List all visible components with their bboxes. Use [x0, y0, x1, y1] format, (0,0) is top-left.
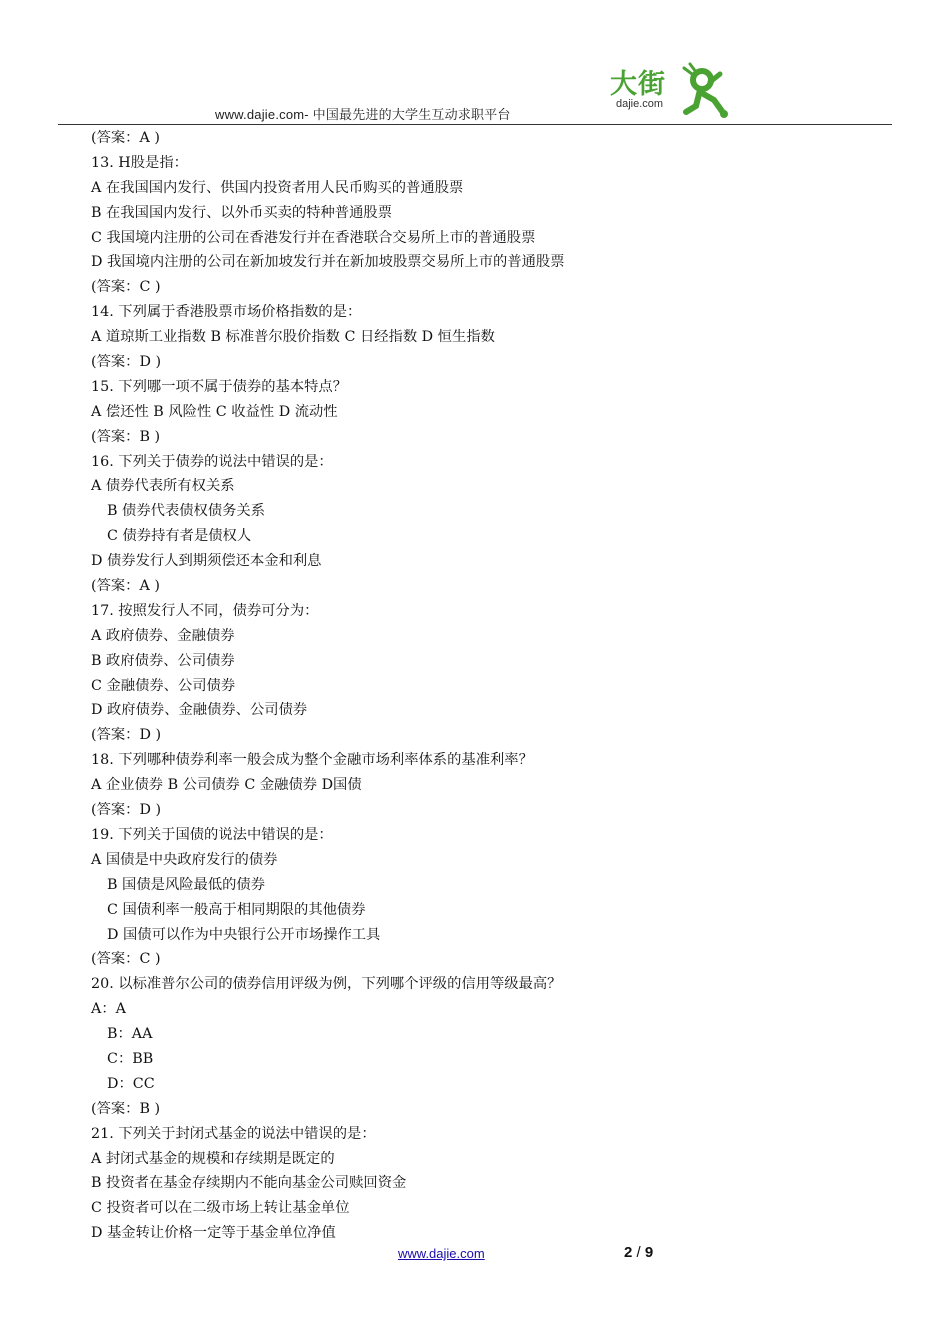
page-current: 2 [624, 1244, 633, 1261]
text-line: A 在我国国内发行、供国内投资者用人民币购买的普通股票 [91, 179, 464, 196]
text-line: (答案：C ) [91, 279, 161, 296]
page-header [0, 0, 950, 126]
text-line: C 债券持有者是债权人 [107, 528, 252, 545]
text-line: (答案：B ) [91, 1100, 161, 1117]
text-line: (答案：D ) [91, 802, 162, 819]
text-line: C：BB [107, 1050, 154, 1067]
text-line: A 偿还性 B 风险性 C 收益性 D 流动性 [91, 403, 338, 420]
footer-link[interactable]: www.dajie.com [398, 1246, 485, 1261]
text-line: 18. 下列哪种债券利率一般会成为整个金融市场利率体系的基准利率？ [91, 752, 533, 769]
text-line: B 债券代表债权债务关系 [107, 503, 266, 520]
text-line: C 投资者可以在二级市场上转让基金单位 [91, 1200, 350, 1217]
text-line: B 政府债券、公司债券 [91, 652, 235, 669]
logo-text-en: dajie.com [616, 98, 664, 110]
text-line: (答案：C ) [91, 951, 161, 968]
text-line: B：AA [107, 1026, 153, 1043]
text-line: D：CC [107, 1075, 155, 1092]
text-line: D 基金转让价格一定等于基金单位净值 [91, 1225, 336, 1242]
text-line: B 投资者在基金存续期内不能向基金公司赎回资金 [91, 1175, 407, 1192]
text-line: A 政府债券、金融债券 [91, 627, 235, 644]
text-line: (答案：A ) [91, 578, 160, 595]
text-line: A 企业债券 B 公司债券 C 金融债券 D国债 [91, 777, 362, 794]
text-line: 19. 下列关于国债的说法中错误的是： [91, 826, 333, 843]
text-line: B 在我国国内发行、以外币买卖的特种普通股票 [91, 204, 392, 221]
text-line: (答案：D ) [91, 727, 162, 744]
text-line: 17. 按照发行人不同，债券可分为： [91, 602, 319, 619]
text-line: 14. 下列属于香港股票市场价格指数的是： [91, 304, 362, 321]
logo-text-cn: 大街 [610, 69, 666, 100]
running-person-icon [680, 62, 736, 120]
text-line: A 道琼斯工业指数 B 标准普尔股价指数 C 日经指数 D 恒生指数 [91, 329, 495, 346]
text-line: C 我国境内注册的公司在香港发行并在香港联合交易所上市的普通股票 [91, 229, 536, 246]
text-line: C 金融债券、公司债券 [91, 677, 236, 694]
page-total: 9 [644, 1244, 654, 1261]
text-line: (答案：B ) [91, 428, 161, 445]
text-line: 21. 下列关于封闭式基金的说法中错误的是： [91, 1125, 376, 1142]
text-line: D 国债可以作为中央银行公开市场操作工具 [107, 926, 381, 943]
text-line: 15. 下列哪一项不属于债券的基本特点？ [91, 378, 348, 395]
header-site-line: www.dajie.com- 中国最先进的大学生互动求职平台 [215, 107, 511, 122]
page-separator: / [632, 1244, 645, 1261]
header-divider [58, 124, 892, 125]
text-line: A 封闭式基金的规模和存续期是既定的 [91, 1150, 335, 1167]
document-body [91, 126, 891, 1246]
text-line: A 债券代表所有权关系 [91, 478, 235, 495]
text-line: 13. H股是指： [91, 154, 188, 171]
text-line: A：A [91, 1001, 126, 1018]
text-line: (答案：D ) [91, 354, 162, 371]
text-line: C 国债利率一般高于相同期限的其他债券 [107, 901, 366, 918]
text-line: 20. 以标准普尔公司的债券信用评级为例，下列哪个评级的信用等级最高？ [91, 976, 562, 993]
text-line: 16. 下列关于债券的说法中错误的是： [91, 453, 333, 470]
text-line: A 国债是中央政府发行的债券 [91, 851, 278, 868]
text-line: D 债券发行人到期须偿还本金和利息 [91, 553, 322, 570]
text-line: (答案：A ) [91, 130, 160, 146]
dajie-logo [606, 60, 736, 122]
text-line: D 我国境内注册的公司在新加坡发行并在新加坡股票交易所上市的普通股票 [91, 254, 565, 271]
text-line: D 政府债券、金融债券、公司债券 [91, 702, 308, 719]
page-number [624, 1244, 653, 1261]
text-line: B 国债是风险最低的债券 [107, 876, 266, 893]
